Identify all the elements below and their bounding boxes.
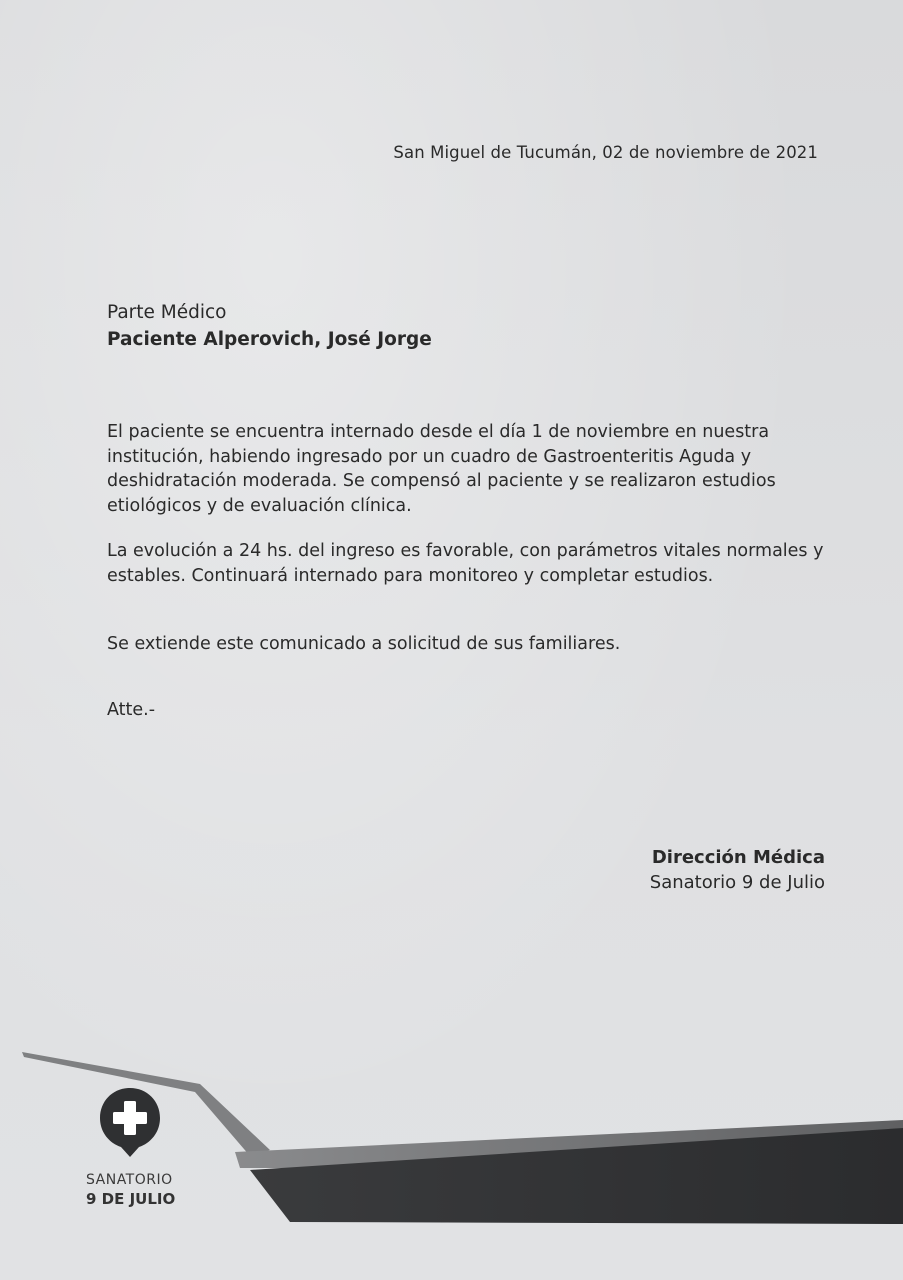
document-title: Parte Médico — [107, 302, 227, 323]
logo-text-9-de-julio: 9 DE JULIO — [86, 1190, 176, 1208]
cross-bubble-icon — [98, 1086, 162, 1158]
closing: Atte.- — [107, 700, 156, 720]
signature-department: Dirección Médica — [651, 847, 825, 868]
paragraph-admission: El paciente se encuentra internado desde el día 1 de noviembre en nuestra institución, habiendo ingresado por un cuadro de Gastroenteritis Aguda y deshidratación moderada. Se compensó al paciente y se realizaron estudios etiológicos y de evaluación clínica. — [107, 422, 776, 516]
signature-institution: Sanatorio 9 de Julio — [649, 872, 825, 893]
paragraph-evolution: La evolución a 24 hs. del ingreso es favorable, con parámetros vitales normales y estables. Continuará internado para monitoreo y completar estudios. — [107, 541, 824, 586]
place-date: San Miguel de Tucumán, 02 de noviembre de 2021 — [393, 143, 818, 162]
sanatorio-logo — [86, 1086, 176, 1208]
footer-band-graphic — [0, 1040, 903, 1280]
letter-heading — [107, 299, 432, 353]
patient-name: Paciente Alperovich, José Jorge — [107, 329, 432, 350]
paragraph-request: Se extiende este comunicado a solicitud de sus familiares. — [107, 634, 621, 654]
logo-text-sanatorio: SANATORIO — [86, 1172, 173, 1188]
signature-block — [650, 845, 825, 895]
